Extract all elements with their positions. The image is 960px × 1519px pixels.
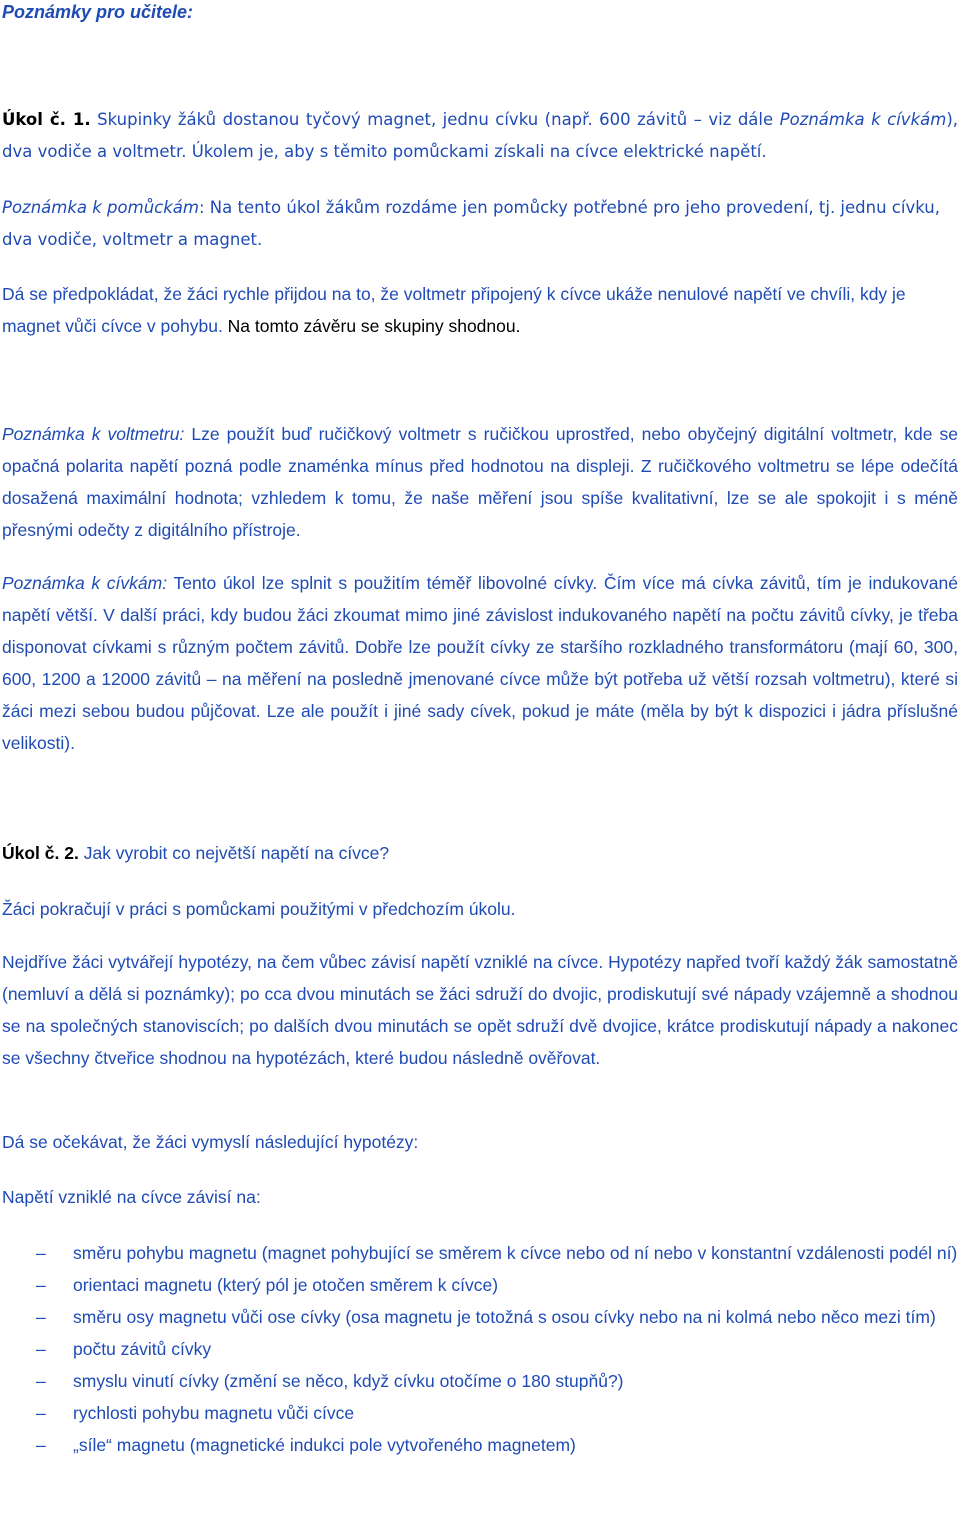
assumption-paragraph [2, 278, 958, 342]
equipment-note-text: : Na tento úkol žákům rozdáme jen pomůcky potřebné pro jeho provedení, tj. jednu cívku, dva vodiče, voltmetr a magnet. [2, 198, 940, 249]
voltmeter-note-text: Lze použít buď ručičkový voltmetr s ručičkou uprostřed, nebo obyčejný digitální voltmetr, kde se opačná polarita napětí pozná podle znaménka mínus před hodnotou na displeji. Z ručičkového voltmetru se lépe odečítá dosažená maximální hodnota; vzhledem k tomu, že naše měření jsou spíše kvalitativní, lze se ale spokojit i s méně přesnými odečty z digitálního přístroje. [2, 424, 958, 540]
continue-paragraph: Žáci pokračují v práci s pomůckami použitými v předchozím úkolu. [2, 899, 516, 919]
coil-note-label: Poznámka k cívkám: [2, 573, 168, 593]
task-2-paragraph [2, 837, 958, 869]
task-1-label: Úkol č. 1. [2, 110, 91, 129]
equipment-note-label: Poznámka k pomůckám [2, 198, 199, 217]
task-2-question: Jak vyrobit co největší napětí na cívce? [78, 843, 390, 863]
expected-hypotheses-paragraph: Dá se očekávat, že žáci vymyslí následující hypotézy: [2, 1132, 419, 1152]
list-item: – směru pohybu magnetu (magnet pohybující se směrem k cívce nebo od ní nebo v konstantní vzdálenosti podél ní) [0, 1237, 958, 1269]
equipment-note-paragraph [2, 192, 958, 256]
list-item: – smyslu vinutí cívky (změní se něco, když cívku otočíme o 180 stupňů?) [0, 1365, 958, 1397]
dash-bullet: – [36, 1435, 46, 1455]
list-item: – rychlosti pohybu magnetu vůči cívce [0, 1397, 958, 1429]
voltmeter-note-label: Poznámka k voltmetru: [2, 424, 185, 444]
page-title: Poznámky pro učitele: [2, 2, 194, 22]
dash-bullet: – [36, 1371, 46, 1391]
depends-on-heading: Napětí vzniklé na cívce závisí na: [2, 1187, 261, 1207]
assumption-conclusion: Na tomto závěru se skupiny shodnou. [227, 316, 521, 336]
assumption-text: Dá se předpokládat, že žáci rychle přijdou na to, že voltmetr připojený k cívce ukáže nenulové napětí ve chvíli, kdy je magnet vůči cívce v pohybu. [2, 284, 906, 336]
dash-bullet: – [36, 1243, 46, 1263]
dash-bullet: – [36, 1307, 46, 1327]
dash-bullet: – [36, 1275, 46, 1295]
task-1-paragraph [2, 104, 958, 168]
coil-note-text: Tento úkol lze splnit s použitím téměř libovolné cívky. Čím více má cívka závitů, tím je indukované napětí větší. V další práci, kdy budou žáci zkoumat mimo jiné závislost indukovaného napětí na počtu závitů cívky, je třeba disponovat cívkami s různým počtem závitů. Dobře lze použít cívky ze staršího rozkladného transformátoru (mají 60, 300, 600, 1200 a 12000 závitů – na měření na posledně jmenované cívce může být potřeba už větší rozsah voltmetru), které si žáci mezi sebou budou půjčovat. Lze ale použít i jiné sady cívek, pokud je máte (měla by být k dispozici i jádra příslušné velikosti). [2, 573, 958, 753]
dash-bullet: – [36, 1339, 46, 1359]
list-item: – „síle“ magnetu (magnetické indukci pole vytvořeného magnetem) [0, 1429, 958, 1461]
list-item: – počtu závitů cívky [0, 1333, 958, 1365]
list-item: – orientaci magnetu (který pól je otočen směrem k cívce) [0, 1269, 958, 1301]
hypotheses-method-paragraph: Nejdříve žáci vytvářejí hypotézy, na čem vůbec závisí napětí vzniklé na cívce. Hypotézy napřed tvoří každý žák samostatně (nemluví a dělá si poznámky); po cca dvou minutách se žáci sdruží do dvojic, prodiskutují své nápady vzájemně a shodnou se na společných stanoviscích; po dalších dvou minutách se opět sdruží dvě dvojice, krátce prodiskutují nápady a nakonec se všechny čtveřice shodnou na hypotézách, které budou následně ověřovat. [2, 952, 958, 1068]
coil-note-paragraph [2, 567, 958, 759]
task-1-text-end: ), dva vodiče a voltmetr. Úkolem je, aby s těmito pomůckami získali na cívce elektrické napětí. [2, 110, 959, 161]
voltmeter-note-paragraph [2, 418, 958, 546]
task-2-label: Úkol č. 2. [2, 843, 79, 863]
task-1-text: Skupinky žáků dostanou tyčový magnet, jednu cívku (např. 600 závitů – viz dále [90, 110, 780, 129]
task-1-coil-note-ref: Poznámka k cívkám [779, 110, 947, 129]
hypotheses-list [0, 1237, 958, 1461]
list-item: – směru osy magnetu vůči ose cívky (osa magnetu je totožná s osou cívky nebo na ni kolmá nebo něco mezi tím) [0, 1301, 958, 1333]
dash-bullet: – [36, 1403, 46, 1423]
